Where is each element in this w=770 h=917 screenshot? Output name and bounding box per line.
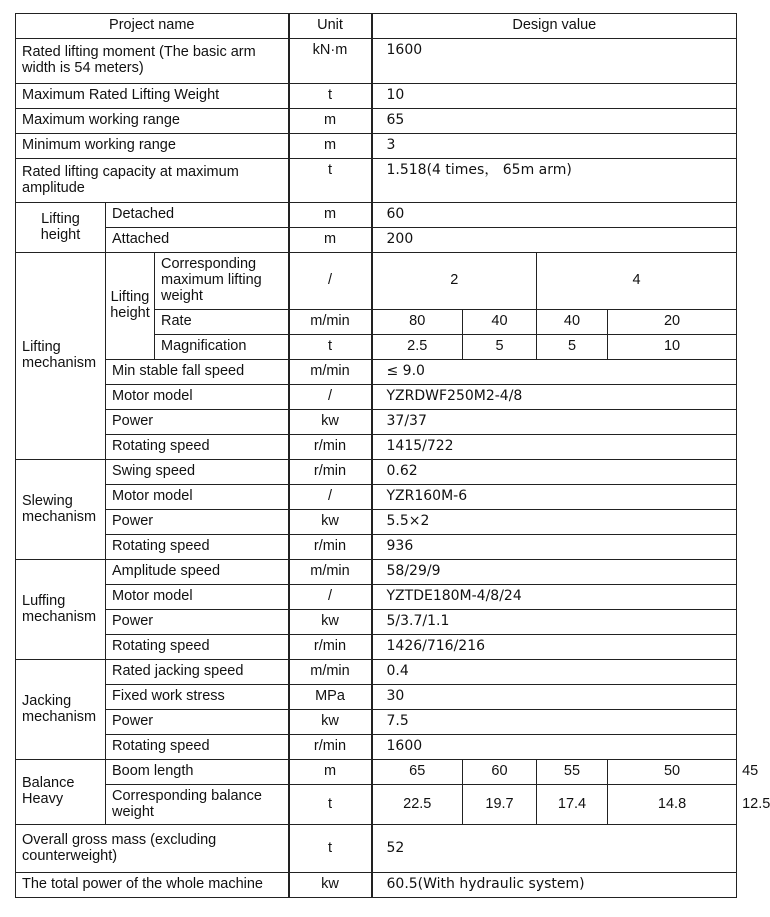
magnification-unit: t: [289, 335, 372, 360]
magnification-value-2: 5: [463, 335, 537, 360]
table-row: [16, 660, 737, 685]
slewing-power-value: 5.5×2: [372, 510, 737, 535]
slewing-speed-value: 936: [372, 535, 737, 560]
slewing-motor-unit: /: [289, 485, 372, 510]
table-row: [16, 435, 737, 460]
boom-length-value-3: 55: [537, 760, 608, 785]
table-row: Balance Heavy Boom length m 65 60 55 50 45: [16, 760, 737, 785]
jacking-mechanism-group: Jacking mechanism: [16, 660, 106, 760]
table-row: [16, 39, 737, 84]
jacking-power-value: 7.5: [372, 710, 737, 735]
total-power-value: 60.5(With hydraulic system): [372, 873, 737, 898]
detached-unit: m: [289, 203, 372, 228]
table-row: [16, 485, 737, 510]
rate-unit: m/min: [289, 310, 372, 335]
attached-label: Attached: [106, 228, 289, 253]
balance-weight-unit: t: [289, 785, 372, 825]
jacking-speed-value: 1600: [372, 735, 737, 760]
slewing-speed-label: Rotating speed: [106, 535, 289, 560]
jacking-speed-label: Rotating speed: [106, 735, 289, 760]
table-row: [16, 360, 737, 385]
table-row: [16, 203, 737, 228]
jacking-rated-label: Rated jacking speed: [106, 660, 289, 685]
balance-weight-value-3: 17.4: [537, 785, 608, 825]
jacking-power-label: Power: [106, 710, 289, 735]
table-row: [16, 535, 737, 560]
min-range-label: Minimum working range: [16, 134, 289, 159]
attached-value: 200: [372, 228, 737, 253]
boom-length-value-1: 65: [372, 760, 463, 785]
luffing-speed-value: 1426/716/216: [372, 635, 737, 660]
rated-moment-label: Rated lifting moment (The basic arm width is 54 meters): [16, 39, 289, 84]
corr-unit: /: [289, 253, 372, 310]
slewing-power-unit: kw: [289, 510, 372, 535]
table-row: [16, 385, 737, 410]
balance-weight-value-4: 14.8: [608, 785, 737, 825]
table-row: [16, 159, 737, 203]
lifting-motor-value: YZRDWF250M2-4/8: [372, 385, 737, 410]
detached-value: 60: [372, 203, 737, 228]
min-range-value: 3: [372, 134, 737, 159]
boom-length-value-2: 60: [463, 760, 537, 785]
amplitude-label: Amplitude speed: [106, 560, 289, 585]
magnification-value-3: 5: [537, 335, 608, 360]
table-row: [16, 253, 737, 310]
swing-unit: r/min: [289, 460, 372, 485]
total-power-unit: kw: [289, 873, 372, 898]
table-row: [16, 685, 737, 710]
jacking-stress-unit: MPa: [289, 685, 372, 710]
lifting-height-subgroup: Lifting height: [106, 253, 155, 360]
magnification-label: Magnification: [155, 335, 289, 360]
table-row: [16, 560, 737, 585]
rated-moment-unit: kN·m: [289, 39, 372, 84]
luffing-power-label: Power: [106, 610, 289, 635]
slewing-motor-value: YZR160M-6: [372, 485, 737, 510]
luffing-power-unit: kw: [289, 610, 372, 635]
jacking-speed-unit: r/min: [289, 735, 372, 760]
lifting-motor-unit: /: [289, 385, 372, 410]
table-row: [16, 84, 737, 109]
table-row: [16, 410, 737, 435]
slewing-power-label: Power: [106, 510, 289, 535]
rate-value-3: 40: [537, 310, 608, 335]
table-row: [16, 873, 737, 898]
header-design: Design value: [372, 14, 737, 39]
table-row: [16, 710, 737, 735]
gross-mass-value: 52: [372, 825, 737, 873]
table-row: [16, 134, 737, 159]
jacking-stress-label: Fixed work stress: [106, 685, 289, 710]
lifting-power-label: Power: [106, 410, 289, 435]
slewing-speed-unit: r/min: [289, 535, 372, 560]
lifting-speed-value: 1415/722: [372, 435, 737, 460]
rate-value-2: 40: [463, 310, 537, 335]
min-fall-label: Min stable fall speed: [106, 360, 289, 385]
luffing-speed-label: Rotating speed: [106, 635, 289, 660]
table-row: [16, 460, 737, 485]
corr-value-2: 2: [372, 253, 537, 310]
detached-label: Detached: [106, 203, 289, 228]
jacking-stress-value: 30: [372, 685, 737, 710]
table-row: [16, 585, 737, 610]
luffing-power-value: 5/3.7/1.1: [372, 610, 737, 635]
luffing-motor-value: YZTDE180M-4/8/24: [372, 585, 737, 610]
boom-length-label: Boom length: [106, 760, 289, 785]
balance-weight-value-1: 22.5: [372, 785, 463, 825]
max-range-value: 65: [372, 109, 737, 134]
header-project: Project name: [16, 14, 289, 39]
amplitude-unit: m/min: [289, 560, 372, 585]
swing-value: 0.62: [372, 460, 737, 485]
spec-table: [15, 13, 770, 898]
attached-unit: m: [289, 228, 372, 253]
max-weight-label: Maximum Rated Lifting Weight: [16, 84, 289, 109]
lifting-height-group: Lifting height: [16, 203, 106, 253]
capacity-unit: t: [289, 159, 372, 203]
luffing-motor-label: Motor model: [106, 585, 289, 610]
table-row: [16, 635, 737, 660]
capacity-label: Rated lifting capacity at maximum amplitude: [16, 159, 289, 203]
balance-heavy-group: Balance Heavy: [16, 760, 106, 825]
max-range-label: Maximum working range: [16, 109, 289, 134]
total-power-label: The total power of the whole machine: [16, 873, 289, 898]
boom-length-unit: m: [289, 760, 372, 785]
lifting-mechanism-group: Lifting mechanism: [16, 253, 106, 460]
rate-value-1: 80: [372, 310, 463, 335]
corr-label: Corresponding maximum lifting weight: [155, 253, 289, 310]
corr-value-4: 4: [537, 253, 737, 310]
magnification-value-4: 10: [608, 335, 737, 360]
boom-length-value-4: 50: [608, 760, 737, 785]
min-range-unit: m: [289, 134, 372, 159]
capacity-value: 1.518(4 times， 65m arm): [372, 159, 737, 203]
max-weight-unit: t: [289, 84, 372, 109]
swing-label: Swing speed: [106, 460, 289, 485]
slewing-mechanism-group: Slewing mechanism: [16, 460, 106, 560]
min-fall-value: ≤ 9.0: [372, 360, 737, 385]
balance-weight-label: Corresponding balance weight: [106, 785, 289, 825]
header-row: [16, 14, 737, 39]
lifting-speed-label: Rotating speed: [106, 435, 289, 460]
amplitude-value: 58/29/9: [372, 560, 737, 585]
magnification-value-1: 2.5: [372, 335, 463, 360]
min-fall-unit: m/min: [289, 360, 372, 385]
balance-weight-value-2: 19.7: [463, 785, 537, 825]
luffing-motor-unit: /: [289, 585, 372, 610]
rate-value-4: 20: [608, 310, 737, 335]
table-row: [16, 825, 737, 873]
header-unit: Unit: [289, 14, 372, 39]
table-row: [16, 735, 737, 760]
table-row: Corresponding balance weight t 22.5 19.7 17.4 14.8 12.5: [16, 785, 737, 825]
lifting-power-value: 37/37: [372, 410, 737, 435]
slewing-motor-label: Motor model: [106, 485, 289, 510]
lifting-power-unit: kw: [289, 410, 372, 435]
luffing-speed-unit: r/min: [289, 635, 372, 660]
gross-mass-label: Overall gross mass (excluding counterweight): [16, 825, 289, 873]
table-row: [16, 109, 737, 134]
jacking-rated-unit: m/min: [289, 660, 372, 685]
table-row: [16, 510, 737, 535]
table-row: [16, 228, 737, 253]
lifting-motor-label: Motor model: [106, 385, 289, 410]
jacking-power-unit: kw: [289, 710, 372, 735]
lifting-speed-unit: r/min: [289, 435, 372, 460]
jacking-rated-value: 0.4: [372, 660, 737, 685]
max-weight-value: 10: [372, 84, 737, 109]
table-row: [16, 610, 737, 635]
max-range-unit: m: [289, 109, 372, 134]
luffing-mechanism-group: Luffing mechanism: [16, 560, 106, 660]
gross-mass-unit: t: [289, 825, 372, 873]
rated-moment-value: 1600: [372, 39, 737, 84]
rate-label: Rate: [155, 310, 289, 335]
